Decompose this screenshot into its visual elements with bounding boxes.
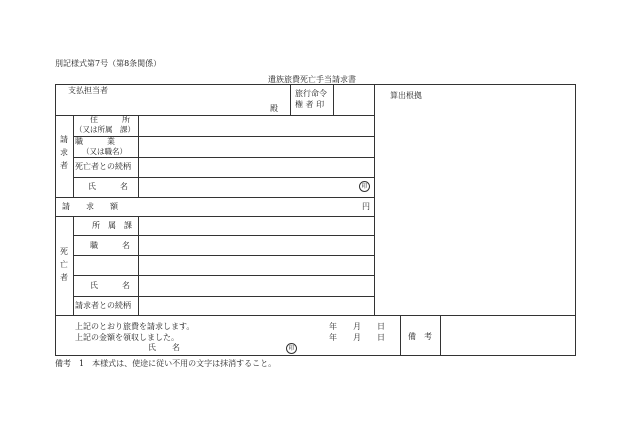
bottom-seal-mark: 印 [286, 343, 297, 354]
calculation-basis-label: 算出根拠 [390, 91, 422, 100]
remarks-label: 備 考 [408, 332, 432, 341]
relation-to-claimant-label: 請求者との続柄 [75, 301, 131, 310]
request-day: 日 [377, 322, 385, 331]
dept-label: 所 属 課 [92, 221, 132, 230]
amount-label: 請 求 額 [62, 202, 118, 211]
claimant-seal-mark: 印 [359, 181, 370, 192]
honorific-label: 殿 [270, 104, 278, 113]
dept-field[interactable] [139, 217, 373, 235]
travel-order-label-1: 旅行命令 [295, 89, 327, 98]
request-month: 月 [353, 322, 361, 331]
position-sub-label: （又は職名） [82, 147, 127, 156]
deceased-blank-row[interactable] [74, 256, 373, 275]
relation-to-deceased-label: 死亡者との続柄 [75, 162, 131, 171]
deceased-title-field[interactable] [139, 236, 373, 255]
amount-field[interactable] [139, 198, 359, 216]
claimant-name-label: 氏 名 [88, 182, 128, 191]
deceased-name-label: 氏 名 [90, 281, 130, 290]
form-number: 別記様式第7号（第8条関係） [55, 59, 162, 68]
claimant-name-field[interactable] [139, 178, 353, 197]
request-statement: 上記のとおり旅費を請求します。 [75, 322, 195, 331]
address-field[interactable] [139, 116, 373, 136]
footnote: 備考 1 本様式は、使途に従い不用の文字は抹消すること。 [55, 359, 277, 368]
claimant-side-label: 請求者 [60, 135, 68, 170]
payment-officer-label: 支払担当者 [68, 86, 108, 95]
relation-to-deceased-field[interactable] [139, 158, 373, 177]
remarks-field[interactable] [441, 316, 574, 355]
bottom-name-label: 氏 名 [148, 343, 180, 352]
receipt-statement: 上記の金額を領収しました。 [75, 333, 179, 342]
deceased-name-field[interactable] [139, 276, 373, 296]
receipt-month: 月 [353, 333, 361, 342]
position-field[interactable] [139, 137, 373, 157]
travel-order-label-2: 権 者 印 [295, 100, 325, 109]
address-label: 住 所 [90, 115, 130, 124]
amount-unit: 円 [362, 202, 370, 211]
deceased-title-label: 職 名 [90, 241, 130, 250]
relation-to-claimant-field[interactable] [139, 297, 373, 315]
receipt-year: 年 [329, 333, 337, 342]
request-year: 年 [329, 322, 337, 331]
form-title: 遺族旅費死亡手当請求書 [268, 75, 356, 84]
calculation-basis-area[interactable] [375, 104, 574, 314]
address-sub-label: （又は所属 課） [75, 125, 135, 134]
receipt-day: 日 [377, 333, 385, 342]
deceased-side-label: 死亡者 [60, 247, 68, 282]
position-label: 職 業 [75, 137, 115, 146]
